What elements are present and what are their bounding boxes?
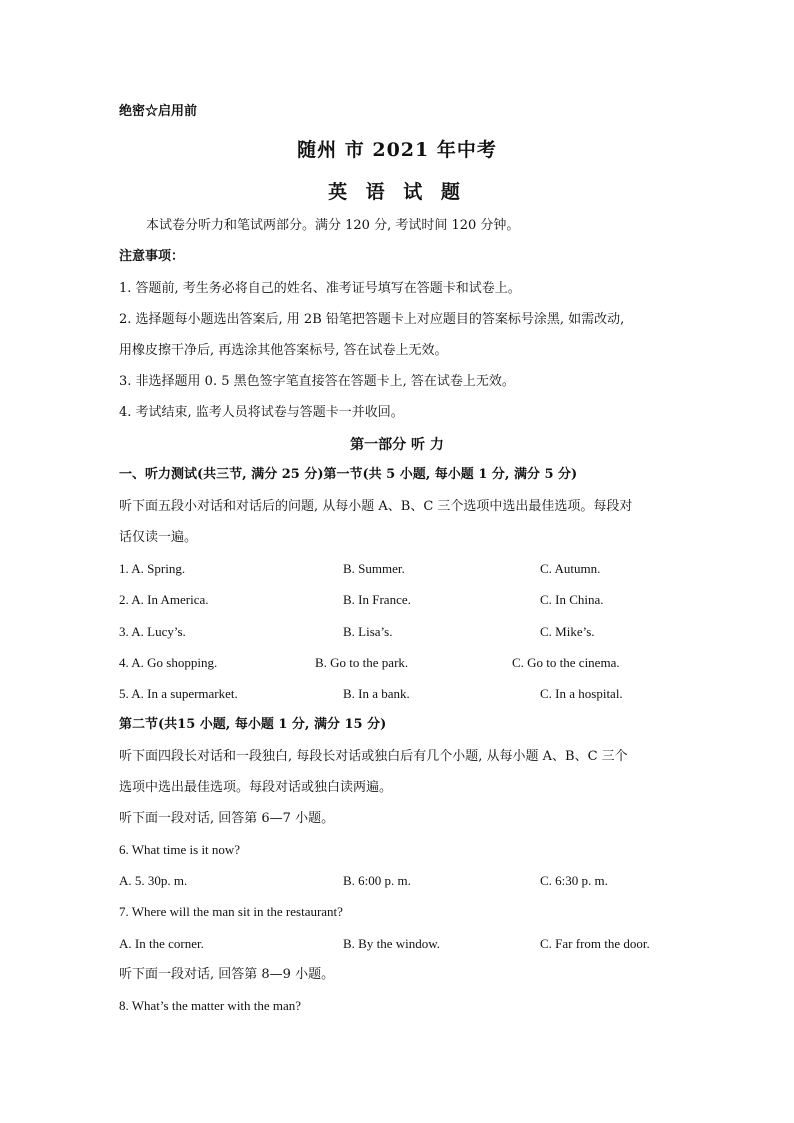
question-6-option-a: A. 5. 30p. m.: [119, 873, 188, 888]
question-6-option-c: C. 6:30 p. m.: [540, 873, 608, 888]
question-7-option-a: A. In the corner.: [119, 936, 204, 951]
section1-instructions: 听下面五段小对话和对话后的问题, 从每小题 A、B、C 三个选项中选出最佳选项。每段对: [119, 499, 633, 514]
question-7-option-b: B. By the window.: [343, 936, 441, 951]
question-3-option-a: 3. A. Lucy’s.: [119, 624, 186, 639]
question-4-option-b: B. Go to the park.: [315, 655, 409, 670]
section2-heading: 第二节(共15 小题, 每小题 1 分, 满分 15 分): [119, 717, 387, 732]
notice-item: 3. 非选择题用 0. 5 黑色签字笔直接答在答题卡上, 答在试卷上无效。: [119, 374, 515, 389]
exam-subtitle: 英 语 试 题: [328, 181, 466, 203]
dialog-intro: 听下面一段对话, 回答第 6—7 小题。: [119, 811, 335, 826]
notice-item: 1. 答题前, 考生务必将自己的姓名、准考证号填写在答题卡和试卷上。: [119, 281, 521, 296]
question-7-stem: 7. Where will the man sit in the restaurant?: [119, 904, 343, 919]
question-5-option-c: C. In a hospital.: [540, 686, 623, 701]
question-3-option-b: B. Lisa’s.: [343, 624, 393, 639]
question-3-option-c: C. Mike’s.: [540, 624, 595, 639]
question-1-option-c: C. Autumn.: [540, 561, 601, 576]
question-1-option-b: B. Summer.: [343, 561, 405, 576]
question-4-option-c: C. Go to the cinema.: [512, 655, 620, 670]
notice-item: 2. 选择题每小题选出答案后, 用 2B 铅笔把答题卡上对应题目的答案标号涂黑, 如需改动,: [119, 312, 625, 327]
notice-item: 用橡皮擦干净后, 再选涂其他答案标号, 答在试卷上无效。: [119, 343, 448, 358]
section1-instructions: 话仅读一遍。: [119, 530, 198, 545]
question-4-option-a: 4. A. Go shopping.: [119, 655, 218, 670]
question-8-stem: 8. What’s the matter with the man?: [119, 998, 302, 1013]
notice-item: 4. 考试结束, 监考人员将试卷与答题卡一并收回。: [119, 405, 404, 420]
intro-text: 本试卷分听力和笔试两部分。满分 120 分, 考试时间 120 分钟。: [146, 218, 520, 233]
exam-title: 随州 市 2021 年中考: [297, 139, 497, 161]
dialog-intro: 听下面一段对话, 回答第 8—9 小题。: [119, 967, 335, 982]
section1-heading: 一、听力测试(共三节, 满分 25 分)第一节(共 5 小题, 每小题 1 分, 满分 5 分): [119, 467, 578, 482]
question-2-option-b: B. In France.: [343, 592, 411, 607]
question-5-option-b: B. In a bank.: [343, 686, 410, 701]
section2-instructions: 选项中选出最佳选项。每段对话或独白读两遍。: [119, 780, 393, 795]
question-1-option-a: 1. A. Spring.: [119, 561, 186, 576]
question-6-stem: 6. What time is it now?: [119, 842, 241, 857]
question-2-option-a: 2. A. In America.: [119, 592, 209, 607]
part1-title: 第一部分 听 力: [350, 437, 444, 453]
question-6-option-b: B. 6:00 p. m.: [343, 873, 411, 888]
confidential-label: 绝密☆启用前: [119, 104, 198, 119]
notice-heading: 注意事项：: [119, 249, 185, 264]
section2-instructions: 听下面四段长对话和一段独白, 每段长对话或独白后有几个小题, 从每小题 A、B、C 三个: [119, 749, 628, 764]
question-5-option-a: 5. A. In a supermarket.: [119, 686, 238, 701]
question-2-option-c: C. In China.: [540, 592, 604, 607]
question-7-option-c: C. Far from the door.: [540, 936, 650, 951]
